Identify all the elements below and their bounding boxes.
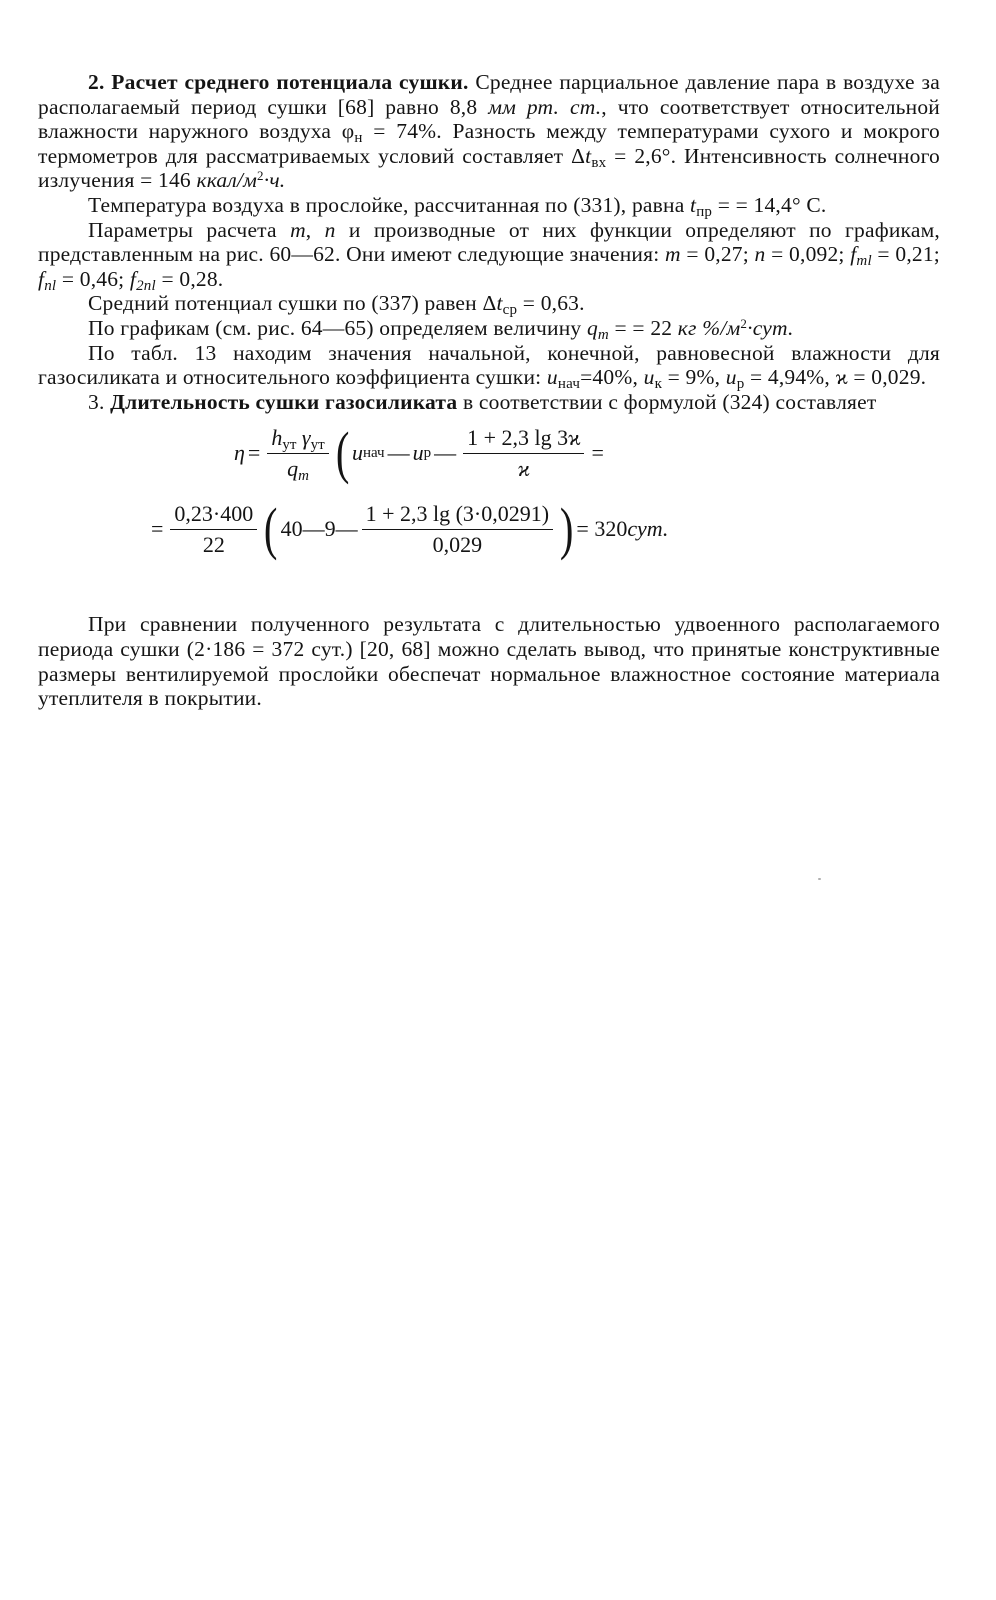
right-paren-2: ) (559, 496, 574, 562)
fraction-lg-kappa: $\frac{1 + 2,3 \lg 3ϰ}{ϰ}$ (463, 425, 584, 482)
paragraph-moisture-values: По табл. 13 находим значения начальной, конечной, равновесной влажности для газосиликата и относительного коэффициента сушки: $u_{нач}=40\%$, $u_к = 9\%$, $u_р = 4,94\%$, ϰ = 0,029. (38, 340, 940, 393)
paragraph-qm-value: По графикам (см. рис. 64—65) определяем величину $q_m$ = = 22 кг $\%/м^2\cdot сут$. (88, 315, 794, 343)
fraction-h-gamma-over-q: $\frac{h_{ут} \gamma_{ут}}{q_m}$ (267, 425, 328, 482)
paragraph-drying-duration: 3. Длительность сушки газосиликата в соответствии с формулой (324) составляет (88, 389, 877, 414)
drying-duration-formula (38, 420, 940, 594)
paragraph-parameters: Параметры расчета m, n и производные от них функции определяют по графикам, представленным на рис. 60—62. Они имеют следующие значения: m = 0,27; n = 0,092; $f_{ml} = 0,21$; $f_{nl} = 0,46$; $f_{2nl} = 0,28$. (38, 217, 940, 294)
paragraph-mean-potential: Средний потенциал сушки по (337) равен $\Delta t_{ср} = 0,63$. (88, 291, 585, 319)
formula-line-1: η = $\frac{h_{ут} \gamma_{ут}}{q_m}$ ( u нач — u р — $\frac{1 + 2,3 \lg 3ϰ}{ϰ}$ = (234, 420, 604, 486)
fraction-numeric-lg: $\frac{1 + 2,3 \lg (3\cdot 0,0291)}{0,029}$ (362, 501, 554, 558)
page-body (38, 70, 940, 711)
paragraph-air-temperature: Температура воздуха в прослойке, рассчитанная по (331), равна $t_{пр}$ = = 14,4° С. (88, 192, 827, 220)
paragraph-drying-potential: 2. Расчет среднего потенциала сушки. Среднее парциальное давление пара в воздухе за располагаемый период сушки [68] равно 8,8 мм рт. ст., что соответствует относительной влажности наружного воздуха $\varphi_н = 74\%$. Разность между температурами сухого и мокрого термометров для рассматриваемых условий составляет $\Delta t_{вх} = 2,6^\circ$. Интенсивность солнечного излучения = 146 ккал/$м^2\cdot ч$. (38, 70, 941, 193)
scan-speck (818, 878, 821, 880)
left-paren-2: ( (264, 496, 278, 562)
paragraph-conclusion: При сравнении полученного результата с длительностью удвоенного располагаемого периода сушки (2·186 = 372 сут.) [20, 68] можно сделать вывод, что принятые конструктивные размеры вентилируемой прослойки обеспечат нормальное влажностное состояние материала утеплителя в покрытии. (38, 612, 940, 711)
section-heading-3: Длительность сушки газосиликата (110, 389, 458, 414)
left-paren: ( (335, 420, 350, 486)
fraction-numeric-coefficient: $\frac{0,23\cdot 400}{22}$ (170, 501, 257, 558)
formula-line-2: = $\frac{0,23\cdot 400}{22}$ ( 40—9— $\frac{1 + 2,3 \lg (3\cdot 0,0291)}{0,029}$ ) = 320 сут. (151, 496, 669, 562)
section-heading-2: 2. Расчет среднего потенциала сушки. (88, 70, 469, 94)
